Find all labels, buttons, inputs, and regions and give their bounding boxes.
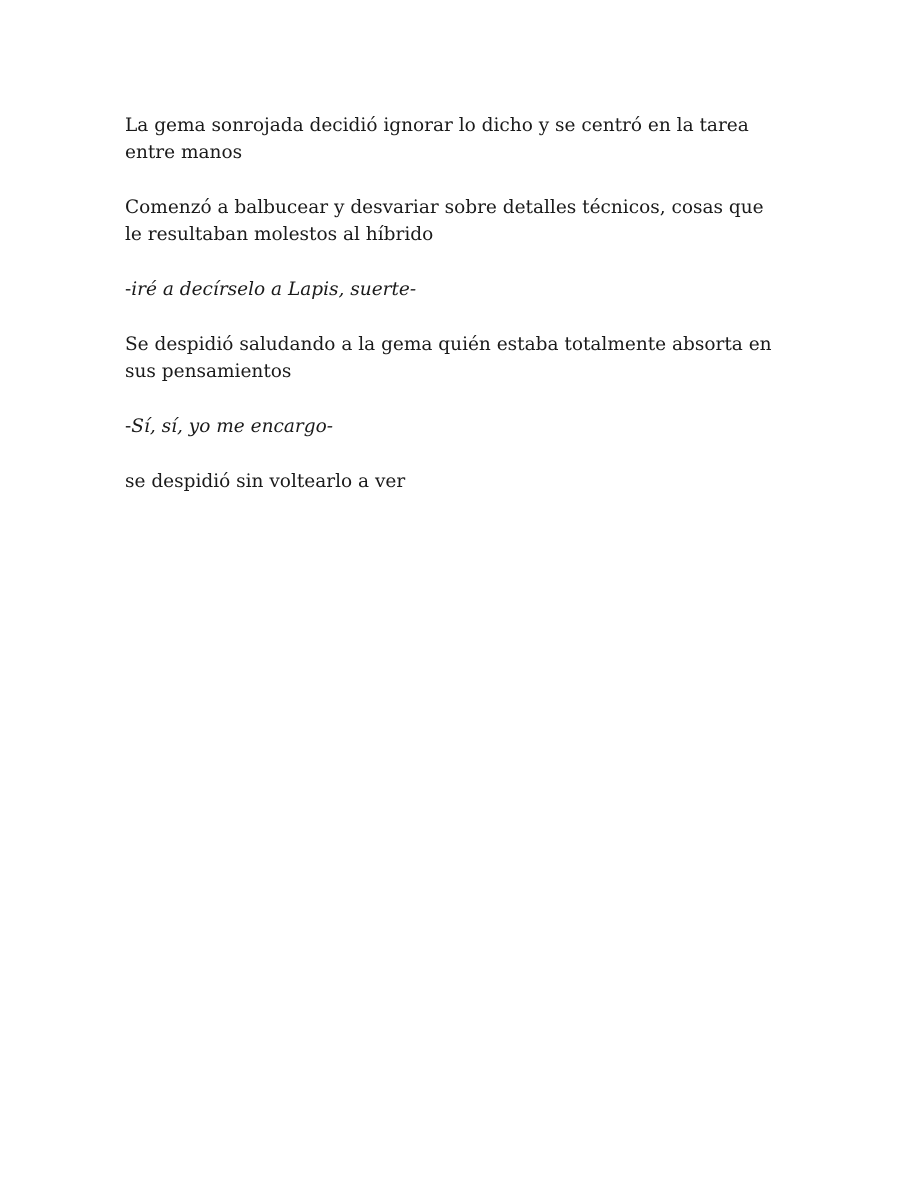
paragraph-3: Se despidió saludando a la gema quién estaba totalmente absorta en sus pensamientos: [125, 334, 772, 382]
dialogue-close-dash: -: [326, 416, 333, 437]
document-body: [125, 112, 785, 523]
paragraph-2: Comenzó a balbucear y desvariar sobre detalles técnicos, cosas que le resultaban molestos al híbrido: [125, 197, 764, 245]
paragraph-1: La gema sonrojada decidió ignorar lo dicho y se centró en la tarea entre manos: [125, 115, 749, 163]
dialogue-open-dash: -: [125, 416, 132, 437]
dialogue-close-dash: -: [409, 279, 417, 300]
paragraph-4: se despidió sin voltearlo a ver: [125, 471, 406, 492]
dialogue-line-2: [125, 413, 785, 440]
dialogue-speech: Sí, sí, yo me encargo: [131, 416, 327, 437]
dialogue-open-dash: -: [125, 279, 132, 300]
dialogue-speech: iré a decírselo a Lapis, suerte: [131, 279, 410, 300]
dialogue-line-1: [125, 276, 785, 303]
